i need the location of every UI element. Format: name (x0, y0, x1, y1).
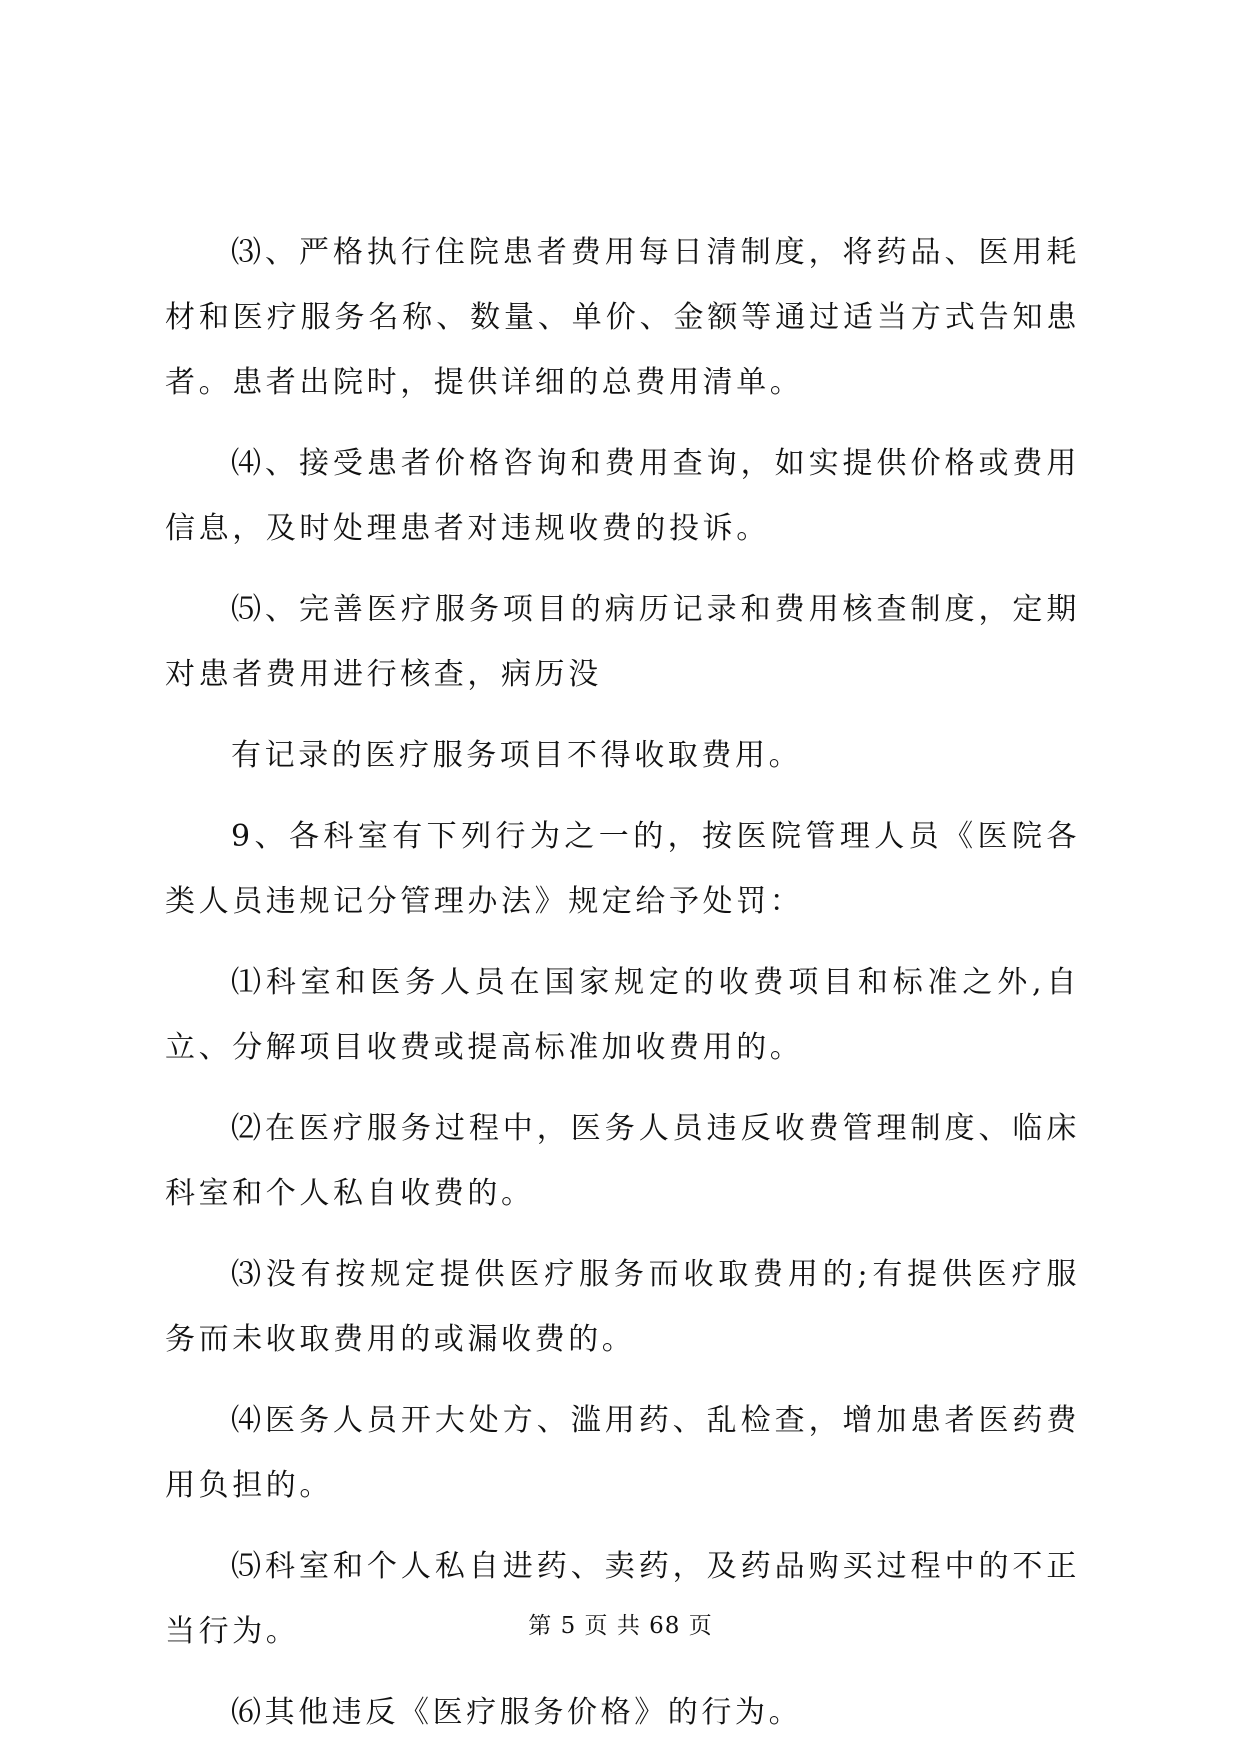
paragraph-violation-2: ⑵在医疗服务过程中，医务人员违反收费管理制度、临床科室和个人私自收费的。 (165, 1111, 1080, 1211)
page-number-footer: 第 5 页 共 68 页 (528, 1613, 713, 1639)
paragraph-violation-6: ⑹其他违反《医疗服务价格》的行为。 (231, 1695, 803, 1730)
paragraph-violation-5: ⑸科室和个人私自进药、卖药，及药品购买过程中的不正当行为。 (165, 1549, 1080, 1649)
paragraph-violation-4: ⑷医务人员开大处方、滥用药、乱检查，增加患者医药费用负担的。 (165, 1403, 1080, 1503)
paragraph-record-check: ⑸、完善医疗服务项目的病历记录和费用核查制度，定期对患者费用进行核查，病历没 (165, 592, 1080, 692)
paragraph-price-inquiry: ⑷、接受患者价格咨询和费用查询，如实提供价格或费用信息，及时处理患者对违规收费的投诉。 (165, 446, 1080, 546)
document-body (165, 220, 1080, 1761)
paragraph-violation-1: ⑴科室和医务人员在国家规定的收费项目和标准之外,自立、分解项目收费或提高标准加收费用的。 (165, 965, 1080, 1065)
paragraph-violation-3: ⑶没有按规定提供医疗服务而收取费用的;有提供医疗服务而未收取费用的或漏收费的。 (165, 1257, 1080, 1357)
paragraph-penalty-rule: 9、各科室有下列行为之一的，按医院管理人员《医院各类人员违规记分管理办法》规定给予处罚： (165, 819, 1080, 919)
paragraph-record-check-continued: 有记录的医疗服务项目不得收取费用。 (231, 738, 803, 773)
paragraph-billing-daily-list: ⑶、严格执行住院患者费用每日清制度，将药品、医用耗材和医疗服务名称、数量、单价、金额等通过适当方式告知患者。患者出院时，提供详细的总费用清单。 (165, 235, 1080, 400)
